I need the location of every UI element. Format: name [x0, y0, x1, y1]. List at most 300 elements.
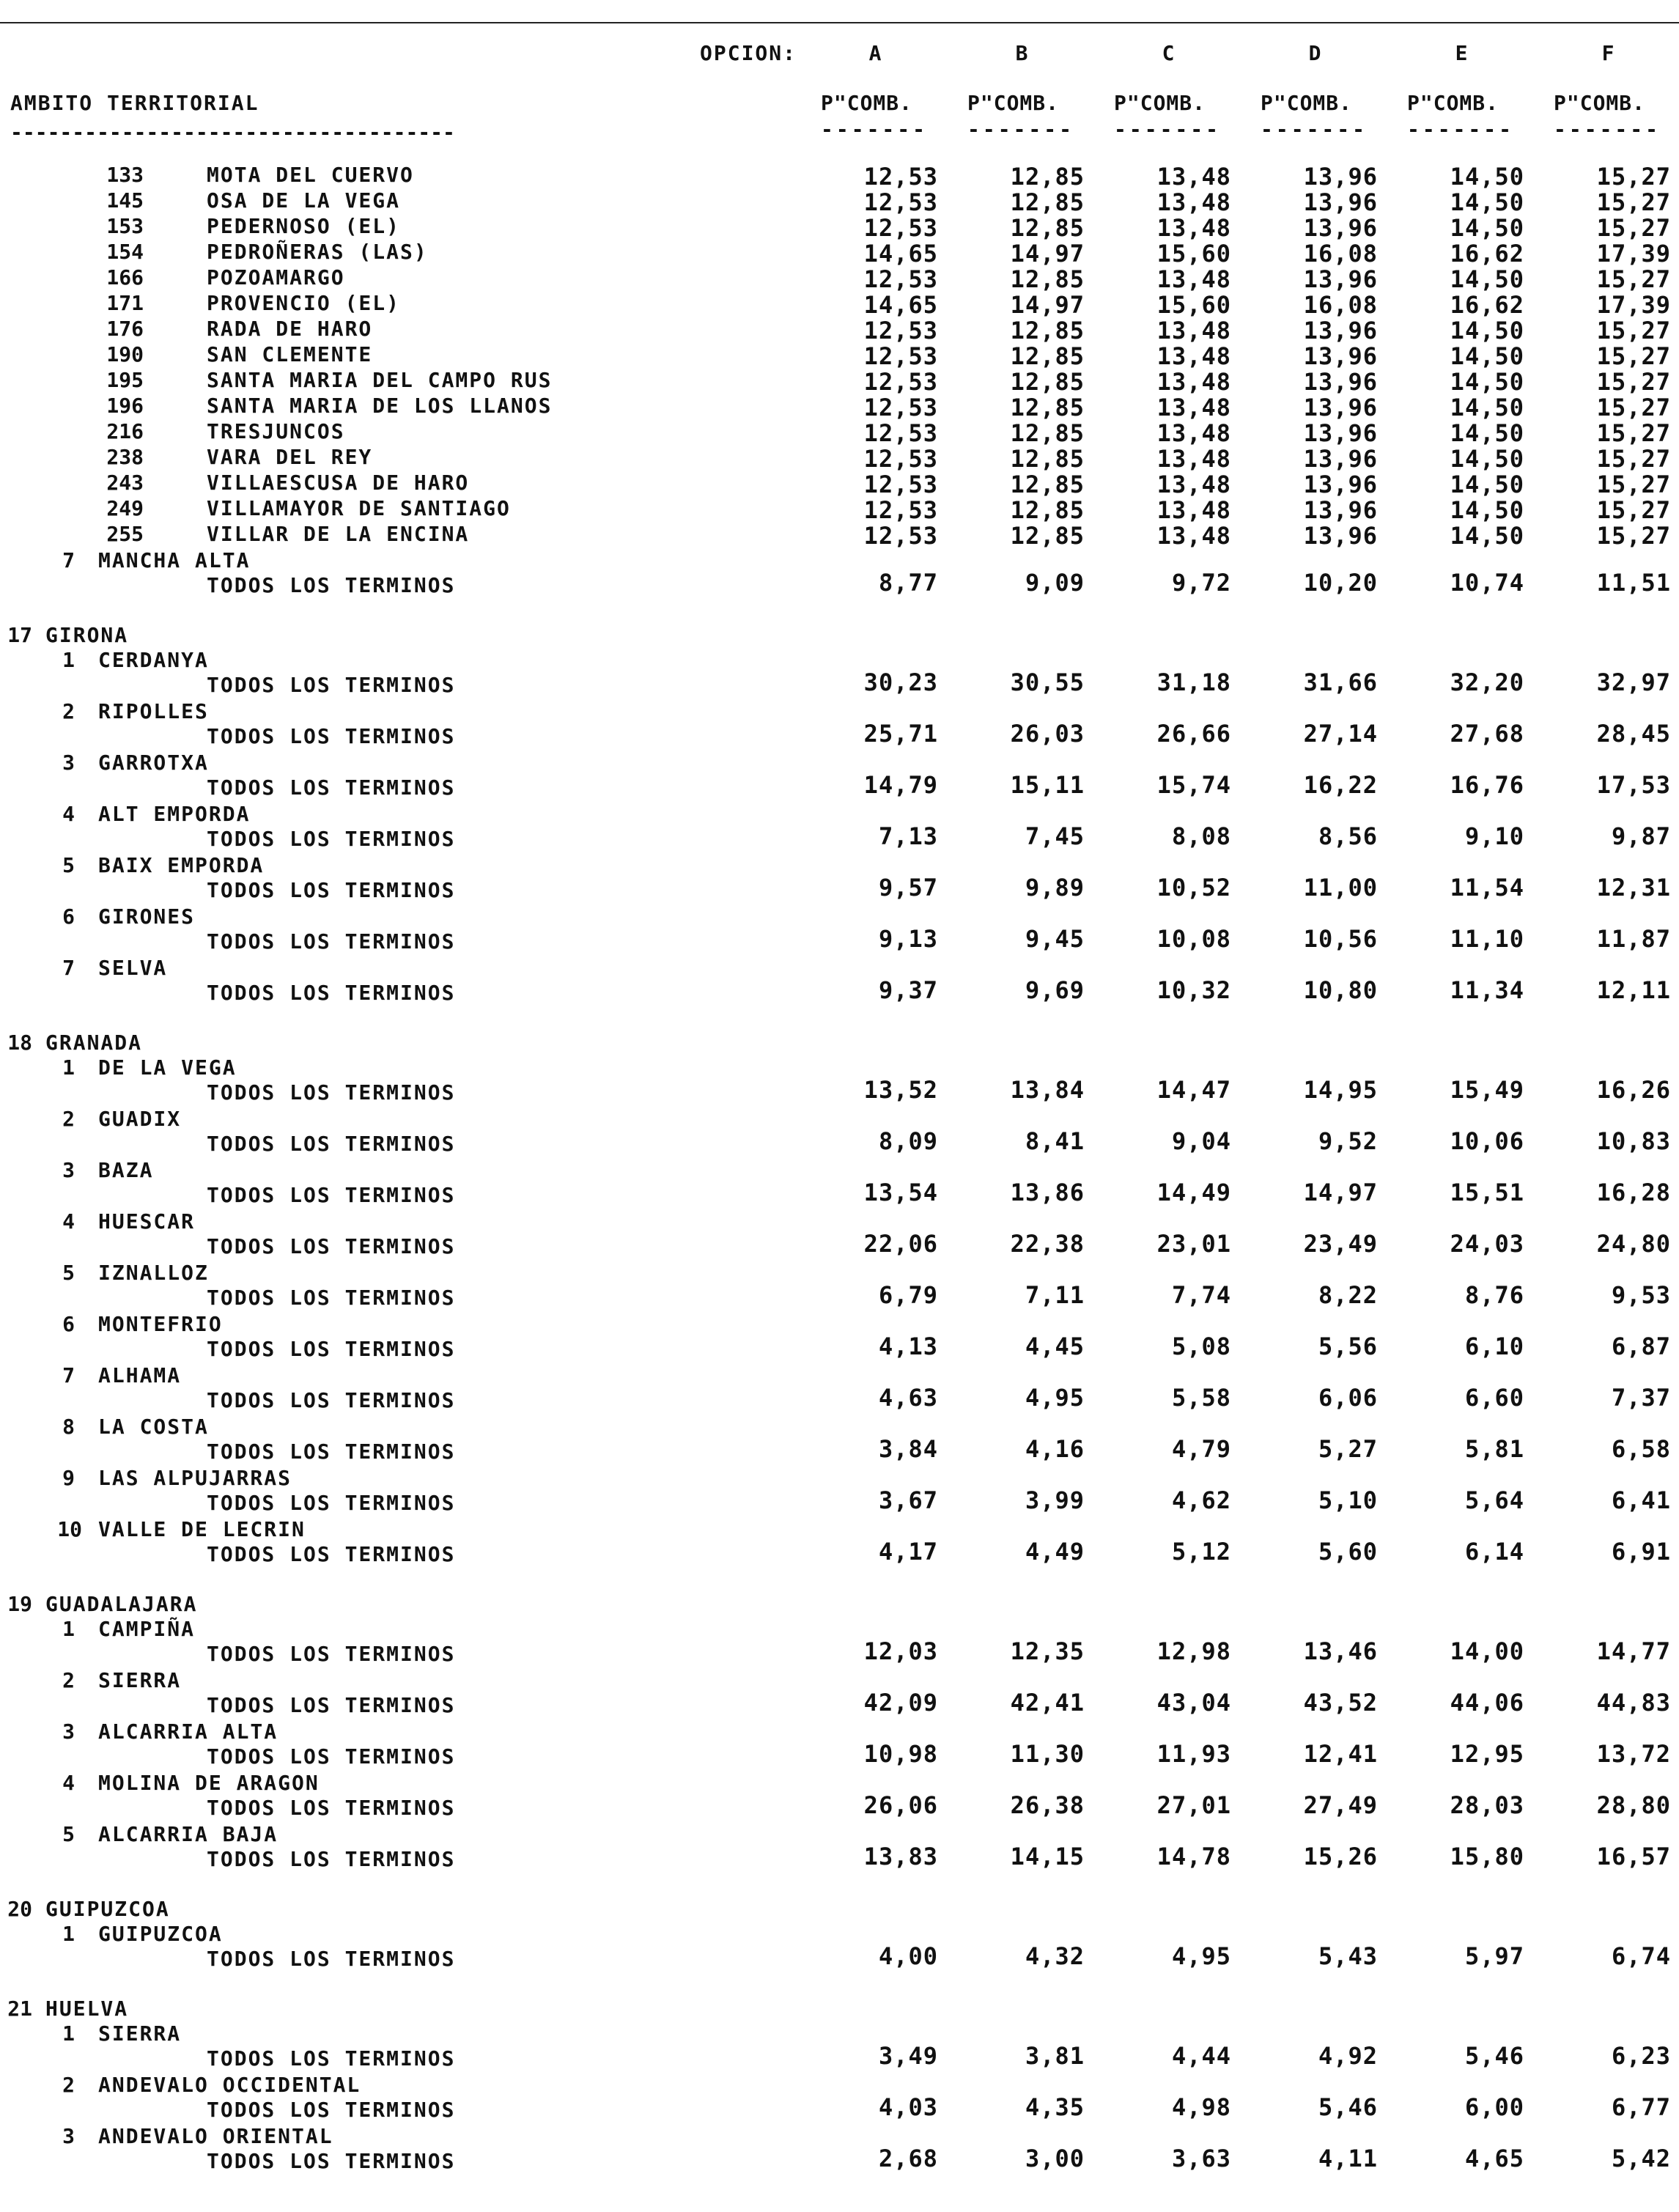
value-b: 3,00	[1025, 2145, 1085, 2172]
value-d: 13,96	[1303, 368, 1378, 396]
value-c: 15,60	[1156, 291, 1231, 319]
value-d: 15,26	[1303, 1843, 1378, 1870]
row-name: VILLAESCUSA DE HARO	[207, 471, 470, 495]
value-e: 10,74	[1450, 569, 1524, 597]
value-d: 12,41	[1303, 1740, 1378, 1768]
row-name: PEDERNOSO (EL)	[207, 214, 401, 238]
value-f: 28,80	[1596, 1791, 1671, 1819]
row-name: TODOS LOS TERMINOS	[207, 1388, 456, 1412]
column-label: P"COMB.	[1554, 91, 1646, 115]
row-name: TODOS LOS TERMINOS	[207, 724, 456, 748]
todos-row	[0, 1230, 1679, 1259]
row-name: SIERRA	[98, 2021, 182, 2046]
value-c: 4,98	[1171, 2093, 1231, 2121]
row-code: 243	[106, 471, 144, 495]
column-label: P"COMB.	[821, 91, 913, 115]
row-code: 17	[7, 623, 32, 647]
row-code: 4	[62, 1771, 75, 1795]
value-c: 5,08	[1171, 1332, 1231, 1360]
todos-row	[0, 1076, 1679, 1105]
row-code: 196	[106, 394, 144, 418]
value-e: 15,51	[1450, 1179, 1524, 1206]
todos-row	[0, 1689, 1679, 1718]
row-name: HUELVA	[45, 1997, 129, 2021]
row-name: TODOS LOS TERMINOS	[207, 573, 456, 597]
value-f: 6,23	[1611, 2042, 1671, 2070]
value-d: 5,27	[1318, 1435, 1378, 1463]
value-c: 4,62	[1171, 1486, 1231, 1514]
value-a: 12,53	[863, 188, 938, 216]
value-e: 14,50	[1450, 496, 1524, 524]
row-code: 2	[62, 1668, 75, 1692]
option-letter-a: A	[868, 41, 883, 65]
value-a: 12,53	[863, 445, 938, 473]
value-e: 11,34	[1450, 976, 1524, 1004]
value-b: 12,85	[1010, 368, 1085, 396]
value-f: 15,27	[1596, 368, 1671, 396]
row-name: MOTA DEL CUERVO	[207, 163, 414, 187]
value-c: 43,04	[1156, 1689, 1231, 1717]
row-name: CAMPIÑA	[98, 1617, 196, 1641]
value-f: 15,27	[1596, 522, 1671, 550]
row-name: DE LA VEGA	[98, 1055, 237, 1080]
value-a: 4,13	[878, 1332, 938, 1360]
municipality-row	[0, 240, 1679, 268]
row-code: 154	[106, 240, 144, 264]
value-f: 11,51	[1596, 569, 1671, 597]
value-b: 4,35	[1025, 2093, 1085, 2121]
value-c: 11,93	[1156, 1740, 1231, 1768]
row-code: 19	[7, 1592, 32, 1616]
top-rule	[0, 22, 1679, 23]
value-f: 9,53	[1611, 1281, 1671, 1309]
value-f: 17,39	[1596, 240, 1671, 268]
ambito-underline: ------------------------------------	[10, 120, 455, 144]
row-name: TODOS LOS TERMINOS	[207, 1080, 456, 1105]
todos-row	[0, 668, 1679, 698]
option-letter-e: E	[1455, 41, 1469, 65]
value-a: 12,53	[863, 368, 938, 396]
row-name: SANTA MARIA DEL CAMPO RUS	[207, 368, 553, 392]
value-c: 5,58	[1171, 1384, 1231, 1412]
row-code: 190	[106, 342, 144, 366]
value-e: 4,65	[1464, 2145, 1524, 2172]
value-e: 24,03	[1450, 1230, 1524, 1258]
value-a: 3,84	[878, 1435, 938, 1463]
value-d: 13,96	[1303, 445, 1378, 473]
value-d: 14,95	[1303, 1076, 1378, 1104]
value-d: 10,56	[1303, 925, 1378, 953]
value-f: 6,77	[1611, 2093, 1671, 2121]
row-code: 5	[62, 1261, 75, 1285]
value-a: 25,71	[863, 720, 938, 748]
value-c: 5,12	[1171, 1538, 1231, 1566]
row-name: ANDEVALO ORIENTAL	[98, 2124, 333, 2148]
row-code: 9	[62, 1466, 75, 1490]
row-name: TODOS LOS TERMINOS	[207, 1337, 456, 1361]
value-b: 42,41	[1010, 1689, 1085, 1717]
row-code: 216	[106, 419, 144, 443]
value-e: 14,50	[1450, 394, 1524, 421]
value-a: 2,68	[878, 2145, 938, 2172]
value-e: 32,20	[1450, 668, 1524, 696]
value-a: 14,65	[863, 240, 938, 268]
row-name: VILLAMAYOR DE SANTIAGO	[207, 496, 511, 520]
row-name: TODOS LOS TERMINOS	[207, 1542, 456, 1566]
row-code: 3	[62, 2124, 75, 2148]
value-e: 6,60	[1464, 1384, 1524, 1412]
value-d: 13,96	[1303, 163, 1378, 191]
value-b: 12,85	[1010, 394, 1085, 421]
value-e: 6,10	[1464, 1332, 1524, 1360]
row-name: TODOS LOS TERMINOS	[207, 1693, 456, 1717]
value-f: 15,27	[1596, 394, 1671, 421]
value-b: 13,86	[1010, 1179, 1085, 1206]
value-b: 3,99	[1025, 1486, 1085, 1514]
row-name: GUIPUZCOA	[98, 1922, 223, 1946]
value-b: 11,30	[1010, 1740, 1085, 1768]
value-a: 12,53	[863, 471, 938, 498]
row-code: 7	[62, 548, 75, 572]
value-f: 6,58	[1611, 1435, 1671, 1463]
row-code: 21	[7, 1997, 32, 2021]
row-name: POZOAMARGO	[207, 265, 345, 290]
column-label: P"COMB.	[1114, 91, 1206, 115]
value-f: 10,83	[1596, 1127, 1671, 1155]
value-e: 11,54	[1450, 874, 1524, 902]
value-d: 5,43	[1318, 1942, 1378, 1970]
row-name: GARROTXA	[98, 751, 209, 775]
todos-row	[0, 874, 1679, 903]
value-b: 12,85	[1010, 188, 1085, 216]
row-name: CERDANYA	[98, 648, 209, 672]
value-f: 6,87	[1611, 1332, 1671, 1360]
value-f: 7,37	[1611, 1384, 1671, 1412]
province-row	[0, 1592, 1679, 1617]
value-c: 13,48	[1156, 394, 1231, 421]
value-c: 4,95	[1171, 1942, 1231, 1970]
value-f: 15,27	[1596, 496, 1671, 524]
value-d: 5,46	[1318, 2093, 1378, 2121]
value-c: 13,48	[1156, 214, 1231, 242]
value-f: 15,27	[1596, 419, 1671, 447]
column-label: P"COMB.	[1261, 91, 1353, 115]
value-d: 8,56	[1318, 822, 1378, 850]
row-code: 3	[62, 751, 75, 775]
value-c: 8,08	[1171, 822, 1231, 850]
row-name: TODOS LOS TERMINOS	[207, 1947, 456, 1971]
value-e: 14,50	[1450, 445, 1524, 473]
value-f: 32,97	[1596, 668, 1671, 696]
todos-row	[0, 1384, 1679, 1413]
row-name: VILLAR DE LA ENCINA	[207, 522, 470, 546]
row-name: PEDROÑERAS (LAS)	[207, 240, 428, 264]
value-d: 13,96	[1303, 188, 1378, 216]
value-d: 5,60	[1318, 1538, 1378, 1566]
value-f: 6,91	[1611, 1538, 1671, 1566]
value-c: 13,48	[1156, 522, 1231, 550]
row-name: ALHAMA	[98, 1363, 182, 1387]
value-f: 15,27	[1596, 445, 1671, 473]
value-b: 12,85	[1010, 265, 1085, 293]
value-d: 10,20	[1303, 569, 1378, 597]
value-b: 7,45	[1025, 822, 1085, 850]
value-b: 13,84	[1010, 1076, 1085, 1104]
row-name: MANCHA ALTA	[98, 548, 251, 572]
value-a: 12,53	[863, 265, 938, 293]
row-name: BAZA	[98, 1158, 154, 1182]
row-name: TODOS LOS TERMINOS	[207, 1286, 456, 1310]
row-name: TODOS LOS TERMINOS	[207, 827, 456, 851]
province-row	[0, 1897, 1679, 1922]
row-code: 4	[62, 1209, 75, 1234]
value-d: 4,11	[1318, 2145, 1378, 2172]
value-a: 12,53	[863, 342, 938, 370]
value-e: 15,80	[1450, 1843, 1524, 1870]
row-name: TODOS LOS TERMINOS	[207, 2149, 456, 2173]
value-c: 13,48	[1156, 471, 1231, 498]
row-name: ALCARRIA BAJA	[98, 1822, 278, 1846]
row-code: 7	[62, 956, 75, 980]
value-a: 14,65	[863, 291, 938, 319]
todos-row	[0, 720, 1679, 749]
value-e: 6,00	[1464, 2093, 1524, 2121]
value-c: 14,78	[1156, 1843, 1231, 1870]
value-a: 12,53	[863, 394, 938, 421]
row-code: 3	[62, 1719, 75, 1744]
value-e: 16,62	[1450, 240, 1524, 268]
value-c: 13,48	[1156, 265, 1231, 293]
value-b: 9,09	[1025, 569, 1085, 597]
row-code: 153	[106, 214, 144, 238]
todos-row	[0, 976, 1679, 1006]
row-name: TODOS LOS TERMINOS	[207, 1234, 456, 1258]
row-code: 145	[106, 188, 144, 213]
todos-row	[0, 1486, 1679, 1516]
row-code: 6	[62, 1312, 75, 1336]
row-name: SAN CLEMENTE	[207, 342, 373, 366]
value-a: 8,77	[878, 569, 938, 597]
value-f: 5,42	[1611, 2145, 1671, 2172]
row-name: LA COSTA	[98, 1415, 209, 1439]
value-a: 10,98	[863, 1740, 938, 1768]
row-code: 166	[106, 265, 144, 290]
value-c: 12,98	[1156, 1637, 1231, 1665]
value-e: 14,50	[1450, 368, 1524, 396]
value-a: 9,37	[878, 976, 938, 1004]
municipality-row	[0, 342, 1679, 370]
row-name: ALT EMPORDA	[98, 802, 251, 826]
value-c: 14,47	[1156, 1076, 1231, 1104]
todos-row	[0, 2042, 1679, 2071]
row-name: TODOS LOS TERMINOS	[207, 929, 456, 954]
column-label: P"COMB.	[967, 91, 1060, 115]
row-name: TODOS LOS TERMINOS	[207, 775, 456, 800]
column-underline: -------	[967, 117, 1075, 141]
value-d: 6,06	[1318, 1384, 1378, 1412]
row-code: 1	[62, 648, 75, 672]
row-code: 20	[7, 1897, 32, 1921]
value-d: 11,00	[1303, 874, 1378, 902]
row-name: TODOS LOS TERMINOS	[207, 1796, 456, 1820]
row-name: PROVENCIO (EL)	[207, 291, 401, 315]
row-name: TODOS LOS TERMINOS	[207, 2046, 456, 2071]
row-name: GUIPUZCOA	[45, 1897, 170, 1921]
row-code: 176	[106, 317, 144, 341]
value-c: 27,01	[1156, 1791, 1231, 1819]
value-c: 15,74	[1156, 771, 1231, 799]
value-a: 12,53	[863, 522, 938, 550]
value-f: 28,45	[1596, 720, 1671, 748]
row-name: VARA DEL REY	[207, 445, 373, 469]
municipality-row	[0, 214, 1679, 242]
value-e: 14,50	[1450, 419, 1524, 447]
value-b: 12,85	[1010, 214, 1085, 242]
todos-row	[0, 822, 1679, 852]
value-d: 5,10	[1318, 1486, 1378, 1514]
value-b: 12,35	[1010, 1637, 1085, 1665]
value-e: 14,50	[1450, 471, 1524, 498]
value-e: 44,06	[1450, 1689, 1524, 1717]
value-d: 14,97	[1303, 1179, 1378, 1206]
value-b: 9,45	[1025, 925, 1085, 953]
row-code: 238	[106, 445, 144, 469]
value-d: 13,96	[1303, 342, 1378, 370]
province-row	[0, 623, 1679, 648]
value-a: 3,49	[878, 2042, 938, 2070]
option-letter-b: B	[1015, 41, 1030, 65]
ambito-label: AMBITO TERRITORIAL	[10, 91, 259, 115]
row-code: 4	[62, 802, 75, 826]
row-name: GIRONES	[98, 904, 196, 929]
value-d: 10,80	[1303, 976, 1378, 1004]
row-code: 1	[62, 2021, 75, 2046]
value-f: 44,83	[1596, 1689, 1671, 1717]
todos-row	[0, 1791, 1679, 1821]
value-f: 15,27	[1596, 214, 1671, 242]
todos-row	[0, 1127, 1679, 1157]
value-b: 12,85	[1010, 445, 1085, 473]
todos-row	[0, 1332, 1679, 1362]
row-code: 2	[62, 699, 75, 723]
value-b: 12,85	[1010, 471, 1085, 498]
value-a: 13,83	[863, 1843, 938, 1870]
value-d: 8,22	[1318, 1281, 1378, 1309]
row-name: RADA DE HARO	[207, 317, 373, 341]
value-e: 14,50	[1450, 188, 1524, 216]
value-b: 14,97	[1010, 291, 1085, 319]
value-b: 14,97	[1010, 240, 1085, 268]
value-d: 13,96	[1303, 419, 1378, 447]
todos-row	[0, 1435, 1679, 1464]
value-b: 7,11	[1025, 1281, 1085, 1309]
row-name: TODOS LOS TERMINOS	[207, 1744, 456, 1769]
value-d: 13,46	[1303, 1637, 1378, 1665]
value-d: 13,96	[1303, 214, 1378, 242]
value-b: 12,85	[1010, 163, 1085, 191]
column-underline: -------	[1114, 117, 1222, 141]
value-a: 4,00	[878, 1942, 938, 1970]
value-b: 3,81	[1025, 2042, 1085, 2070]
value-b: 26,03	[1010, 720, 1085, 748]
value-e: 16,76	[1450, 771, 1524, 799]
value-f: 12,11	[1596, 976, 1671, 1004]
value-b: 4,95	[1025, 1384, 1085, 1412]
municipality-row	[0, 394, 1679, 419]
row-name: GIRONA	[45, 623, 129, 647]
column-underline: -------	[1407, 117, 1515, 141]
row-name: TODOS LOS TERMINOS	[207, 981, 456, 1005]
row-name: TODOS LOS TERMINOS	[207, 1132, 456, 1156]
value-e: 14,00	[1450, 1637, 1524, 1665]
row-name: MOLINA DE ARAGON	[98, 1771, 320, 1795]
value-a: 12,53	[863, 317, 938, 344]
value-a: 6,79	[878, 1281, 938, 1309]
value-f: 24,80	[1596, 1230, 1671, 1258]
value-d: 43,52	[1303, 1689, 1378, 1717]
value-c: 3,63	[1171, 2145, 1231, 2172]
row-name: ALCARRIA ALTA	[98, 1719, 278, 1744]
value-e: 14,50	[1450, 163, 1524, 191]
value-a: 22,06	[863, 1230, 938, 1258]
value-b: 4,32	[1025, 1942, 1085, 1970]
column-underline: -------	[1261, 117, 1368, 141]
todos-row	[0, 569, 1679, 598]
municipality-row	[0, 445, 1679, 473]
value-f: 16,57	[1596, 1843, 1671, 1870]
value-b: 14,15	[1010, 1843, 1085, 1870]
value-d: 5,56	[1318, 1332, 1378, 1360]
row-name: VALLE DE LECRIN	[98, 1517, 306, 1541]
row-name: TODOS LOS TERMINOS	[207, 1439, 456, 1464]
value-e: 12,95	[1450, 1740, 1524, 1768]
row-name: OSA DE LA VEGA	[207, 188, 401, 213]
row-code: 5	[62, 1822, 75, 1846]
value-d: 13,96	[1303, 496, 1378, 524]
row-name: TODOS LOS TERMINOS	[207, 1847, 456, 1871]
province-row	[0, 1031, 1679, 1055]
value-c: 4,44	[1171, 2042, 1231, 2070]
value-e: 16,62	[1450, 291, 1524, 319]
row-code: 18	[7, 1031, 32, 1055]
value-a: 12,03	[863, 1637, 938, 1665]
column-label: P"COMB.	[1407, 91, 1499, 115]
value-a: 12,53	[863, 496, 938, 524]
value-f: 16,28	[1596, 1179, 1671, 1206]
municipality-row	[0, 317, 1679, 342]
value-c: 15,60	[1156, 240, 1231, 268]
value-c: 13,48	[1156, 163, 1231, 191]
value-b: 8,41	[1025, 1127, 1085, 1155]
value-a: 30,23	[863, 668, 938, 696]
value-e: 8,76	[1464, 1281, 1524, 1309]
value-d: 16,22	[1303, 771, 1378, 799]
value-a: 13,52	[863, 1076, 938, 1104]
row-code: 171	[106, 291, 144, 315]
value-d: 13,96	[1303, 522, 1378, 550]
row-name: TODOS LOS TERMINOS	[207, 1642, 456, 1666]
value-a: 12,53	[863, 163, 938, 191]
province-row	[0, 1997, 1679, 2021]
municipality-row	[0, 265, 1679, 293]
value-c: 13,48	[1156, 368, 1231, 396]
row-name: HUESCAR	[98, 1209, 196, 1234]
value-e: 14,50	[1450, 265, 1524, 293]
value-b: 26,38	[1010, 1791, 1085, 1819]
row-name: GRANADA	[45, 1031, 143, 1055]
todos-row	[0, 925, 1679, 954]
municipality-row	[0, 522, 1679, 550]
